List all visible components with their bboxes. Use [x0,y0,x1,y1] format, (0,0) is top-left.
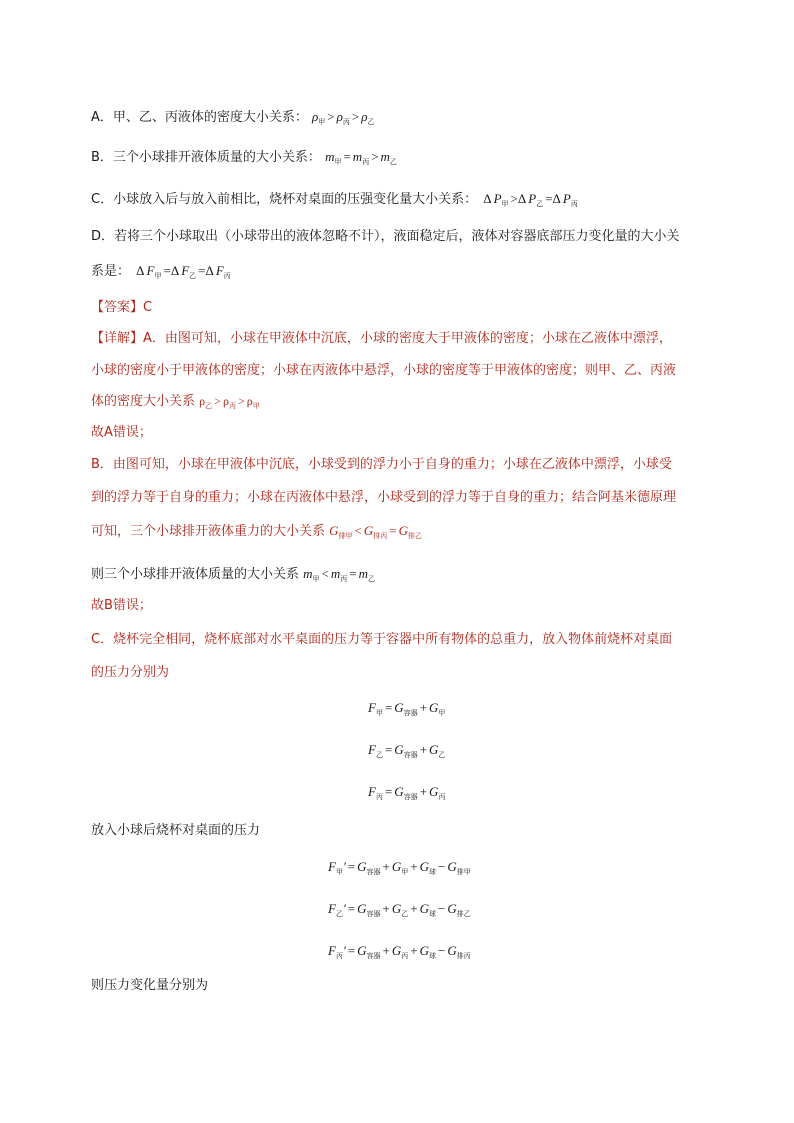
detail-a-line2: 小球的密度小于甲液体的密度；小球在丙液体中悬浮，小球的密度等于甲液体的密度；则甲、乙、丙液 [91,363,677,378]
equation-f-bing-prime: $F_丙' = G_{容器} + G_丙 + G_球 - G_{排丙}$ [328,943,471,960]
detail-a-math: $\rho_乙 > \rho_丙 > \rho_甲$ [199,394,260,410]
detail-a-conclusion: 故A错误； [91,425,152,440]
equation-f-bing: $F_丙 = G_{容器} + G_丙$ [368,784,446,801]
option-a-math: $\rho_甲 > \rho_丙 > \rho_乙$ [312,109,375,126]
answer: 【答案】C [91,300,153,315]
equation-f-yi-prime: $F_乙' = G_{容器} + G_乙 + G_球 - G_{排乙}$ [328,901,471,918]
option-d-line1: D．若将三个小球取出（小球带出的液体忽略不计），液面稳定后，液体对容器底部压力变化量的大小关 [91,229,680,244]
option-d-line2: 系是： Δ $F_甲 =\Delta$ $F_乙 =\Delta$ $F_丙$ [91,263,231,280]
detail-b-line2: 到的浮力等于自身的重力；小球在丙液体中悬浮，小球受到的浮力等于自身的重力；结合阿基米德原理 [91,490,677,505]
detail-b-line4: 则三个小球排开液体质量的大小关系 $m_甲 < m_丙 = m_乙$ [91,566,376,583]
equation-f-yi: $F_乙 = G_{容器} + G_乙$ [368,742,446,759]
detail-b3-math: $G_{排甲} < G_{排丙} = G_{排乙}$ [329,523,423,540]
detail-heading: 【详解】 [91,331,144,346]
option-c-math: Δ $P_甲 >\Delta$ $P_乙 =\Delta$ $P_丙$ [483,191,578,208]
detail-c-after: 放入小球后烧杯对桌面的压力 [91,823,261,838]
equation-f-jia: $F_甲 = G_{容器} + G_甲$ [368,700,446,717]
detail-a-line3: 体的密度大小关系 $\rho_乙 > \rho_丙 > \rho_甲$ [91,394,260,410]
option-d-math: Δ $F_甲 =\Delta$ $F_乙 =\Delta$ $F_丙$ [136,263,231,280]
option-b: B．三个小球排开液体质量的大小关系： $m_甲 = m_丙 > m_乙$ [91,149,397,166]
option-b-math: $m_甲 = m_丙 > m_乙$ [325,149,397,166]
option-a: A．甲、乙、丙液体的密度大小关系： $\rho_甲 > \rho_丙 > \rho_乙$ [91,109,375,126]
detail-a-line1: 【详解】A．由图可知，小球在甲液体中沉底，小球的密度大于甲液体的密度；小球在乙液体中漂浮， [91,331,672,346]
detail-b-line1: B．由图可知，小球在甲液体中沉底，小球受到的浮力小于自身的重力；小球在乙液体中漂浮，小球受 [91,457,672,472]
detail-c-line1: C．烧杯完全相同，烧杯底部对水平桌面的压力等于容器中所有物体的总重力，放入物体前烧杯对桌面 [91,632,673,647]
detail-c-line2: 的压力分别为 [91,665,170,680]
detail-b-line3: 可知，三个小球排开液体重力的大小关系 $G_{排甲} < G_{排丙} = G_{排乙}$ [91,523,423,540]
equation-f-jia-prime: $F_甲' = G_{容器} + G_甲 + G_球 - G_{排甲}$ [328,859,471,876]
detail-b-conclusion: 故B错误； [91,598,152,613]
detail-c-change: 则压力变化量分别为 [91,978,209,993]
detail-b4-math: $m_甲 < m_丙 = m_乙$ [303,566,376,583]
option-c: C．小球放入后与放入前相比，烧杯对桌面的压强变化量大小关系： Δ $P_甲 >\Delta$ $P_乙 =\Delta$ $P_丙$ [91,191,578,208]
